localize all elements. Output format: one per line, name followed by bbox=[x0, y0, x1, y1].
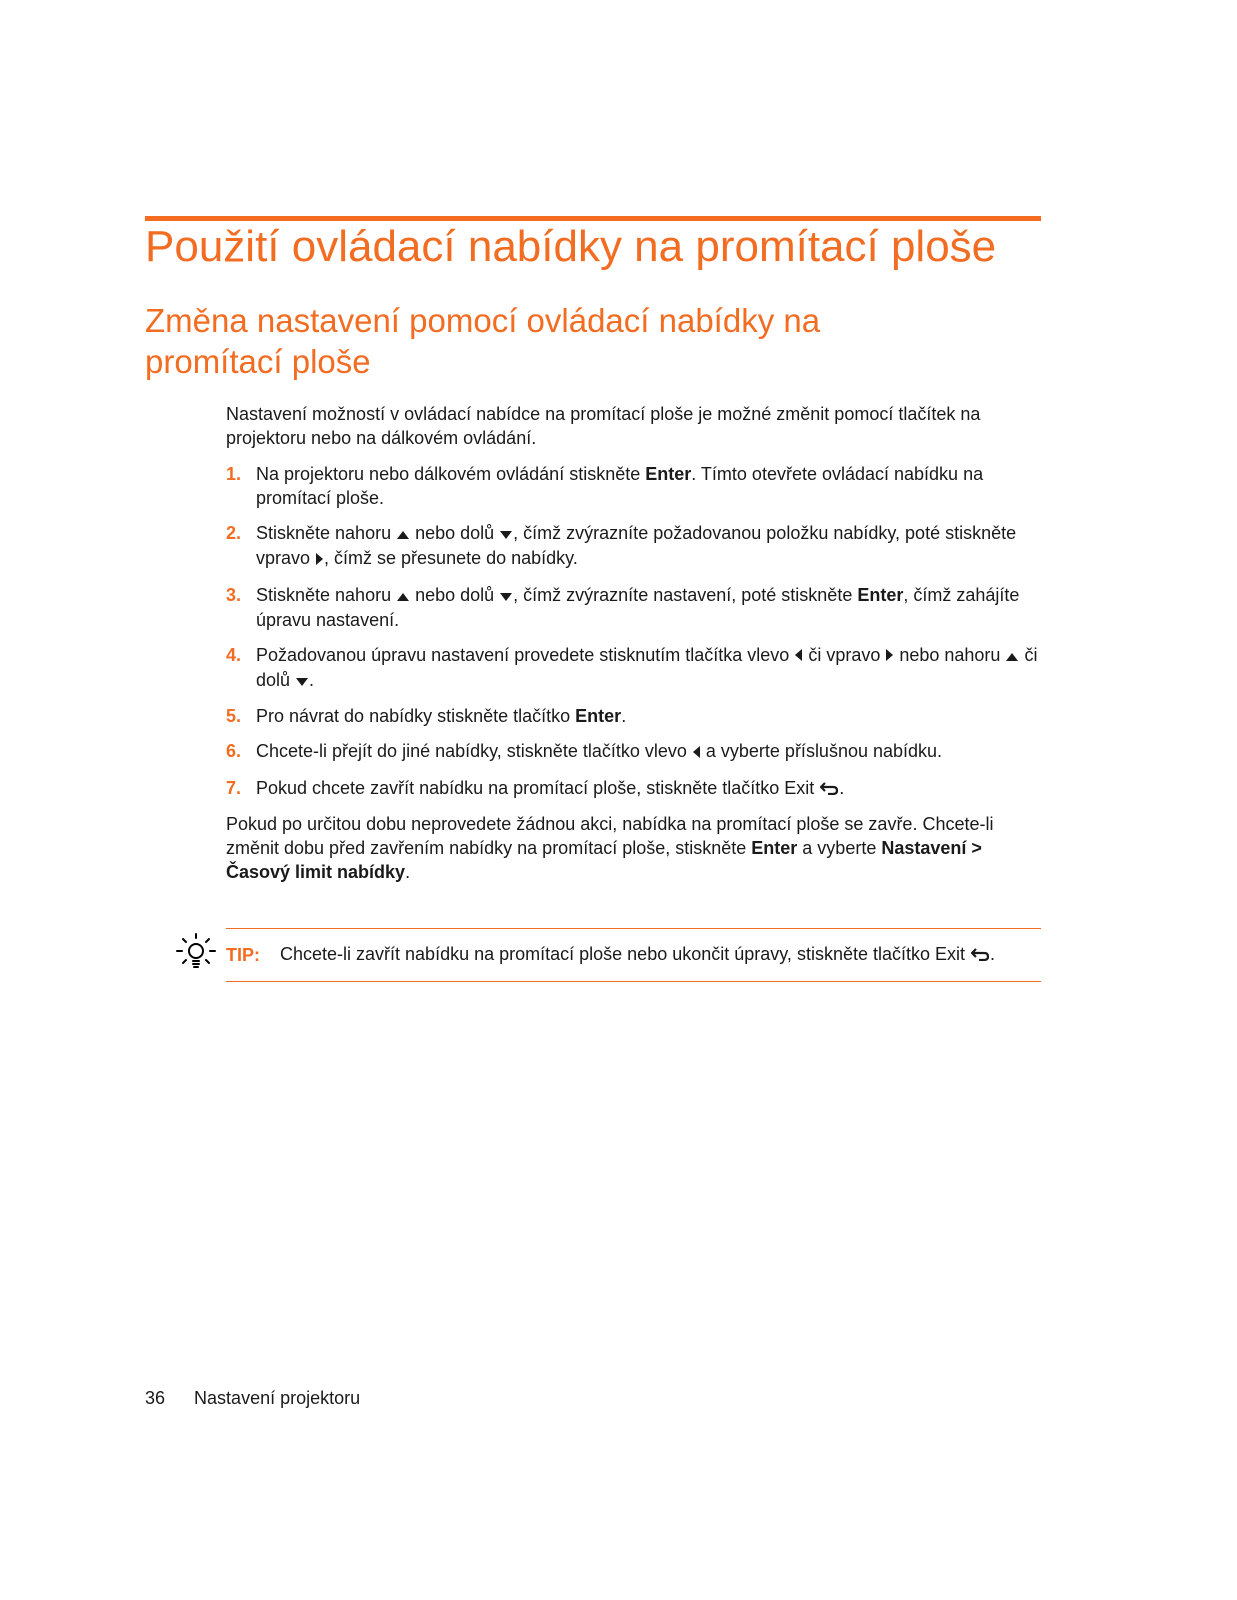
intro-paragraph: Nastavení možností v ovládací nabídce na promítací ploše je možné změnit pomocí tlačítek na projektoru nebo na dálkovém ovládání. bbox=[226, 404, 981, 448]
step-item bbox=[226, 739, 1041, 764]
right-arrow-icon bbox=[885, 644, 894, 668]
right-arrow-icon bbox=[315, 548, 324, 572]
step-number: 5. bbox=[226, 706, 242, 727]
step-item bbox=[226, 643, 1041, 694]
step-number: 7. bbox=[226, 777, 242, 798]
footer-section-title: Nastavení projektoru bbox=[194, 1388, 361, 1408]
text-run: , čímž zahájíte úpravu nastavení. bbox=[256, 584, 1020, 630]
step-item bbox=[226, 462, 1041, 510]
text-run: nebo dolů bbox=[410, 523, 500, 543]
text-run: Stiskněte nahoru bbox=[256, 523, 397, 543]
step-text bbox=[256, 521, 1041, 572]
step-number: 3. bbox=[226, 584, 242, 605]
up-arrow-icon bbox=[1005, 644, 1019, 668]
step-item bbox=[226, 704, 1041, 728]
left-arrow-icon bbox=[692, 741, 701, 765]
text-run: . bbox=[405, 861, 411, 882]
text-run: . bbox=[621, 706, 627, 727]
step-number: 1. bbox=[226, 464, 242, 484]
tip-block bbox=[174, 928, 1041, 980]
step-number: 2. bbox=[226, 523, 242, 543]
step-text bbox=[256, 704, 1041, 728]
text-run: , čímž zvýrazníte požadovanou položku nabídky, poté stiskněte vpravo bbox=[256, 523, 1017, 569]
down-arrow-icon bbox=[499, 584, 513, 608]
page-title: Použití ovládací nabídky na promítací ploše bbox=[145, 222, 997, 271]
text-run: , čímž zvýrazníte nastavení, poté stiskněte bbox=[513, 584, 858, 605]
text-run: Požadovanou úpravu nastavení provedete stisknutím tlačítka vlevo bbox=[256, 644, 795, 665]
exit-return-icon bbox=[819, 777, 839, 801]
step-text bbox=[256, 462, 1041, 510]
text-run: Pokud po určitou dobu neprovedete žádnou akci, nabídka na promítací ploše se zavře. Chcete-li změnit dobu před zavřením nabídky na promítací ploše, stiskněte bbox=[226, 813, 994, 858]
key-label: Enter bbox=[857, 584, 904, 605]
text-run: nebo nahoru bbox=[894, 644, 1006, 665]
tip-label: TIP: bbox=[226, 944, 260, 965]
up-arrow-icon bbox=[396, 584, 410, 608]
step-number: 6. bbox=[226, 741, 242, 762]
step-text bbox=[256, 643, 1041, 694]
step-item bbox=[226, 776, 1041, 801]
steps-list bbox=[226, 462, 1041, 801]
key-label: Enter bbox=[751, 837, 798, 858]
title-rule bbox=[145, 216, 1041, 221]
text-run: nebo dolů bbox=[410, 584, 500, 605]
text-run: Pokud chcete zavřít nabídku na promítací ploše, stiskněte tlačítko Exit bbox=[256, 777, 820, 798]
text-run: Na projektoru nebo dálkovém ovládání stiskněte bbox=[256, 464, 646, 484]
text-run: Pro návrat do nabídky stiskněte tlačítko bbox=[256, 706, 576, 727]
text-run: či vpravo bbox=[803, 644, 886, 665]
tip-content bbox=[226, 928, 1041, 982]
text-run: či dolů bbox=[256, 644, 1038, 690]
text-run: . bbox=[309, 670, 315, 690]
text-run: . bbox=[990, 944, 996, 965]
text-run: , čímž se přesunete do nabídky. bbox=[324, 548, 578, 569]
step-item bbox=[226, 583, 1041, 632]
key-label: Nastavení > Časový limit nabídky bbox=[226, 837, 982, 882]
up-arrow-icon bbox=[396, 522, 410, 546]
step-text bbox=[256, 776, 1041, 801]
text-run: . bbox=[839, 777, 845, 798]
text-run: a vyberte příslušnou nabídku. bbox=[700, 741, 943, 762]
text-run: Stiskněte nahoru bbox=[256, 584, 397, 605]
lightbulb-icon bbox=[174, 931, 218, 977]
key-label: Enter bbox=[645, 464, 692, 484]
step-item bbox=[226, 521, 1041, 572]
text-run: Chcete-li přejít do jiné nabídky, stiskněte tlačítko vlevo bbox=[256, 741, 692, 762]
main-content bbox=[226, 402, 1041, 884]
key-label: Enter bbox=[575, 706, 622, 727]
tip-text bbox=[280, 944, 995, 966]
step-number: 4. bbox=[226, 644, 242, 665]
down-arrow-icon bbox=[499, 522, 513, 546]
text-run: Chcete-li zavřít nabídku na promítací ploše nebo ukončit úpravy, stiskněte tlačítko Exit bbox=[280, 944, 971, 965]
text-run: a vyberte bbox=[797, 837, 882, 858]
left-arrow-icon bbox=[794, 644, 803, 668]
text-run: . Tímto otevřete ovládací nabídku na promítací ploše. bbox=[256, 464, 984, 508]
section-subtitle: Změna nastavení pomocí ovládací nabídky na promítací ploše bbox=[145, 302, 821, 380]
page-number: 36 bbox=[145, 1388, 166, 1408]
timeout-note bbox=[226, 812, 1041, 884]
page-footer bbox=[145, 1388, 360, 1409]
step-text bbox=[256, 583, 1041, 632]
step-text bbox=[256, 739, 1041, 764]
exit-return-icon bbox=[970, 945, 990, 966]
down-arrow-icon bbox=[295, 669, 309, 693]
